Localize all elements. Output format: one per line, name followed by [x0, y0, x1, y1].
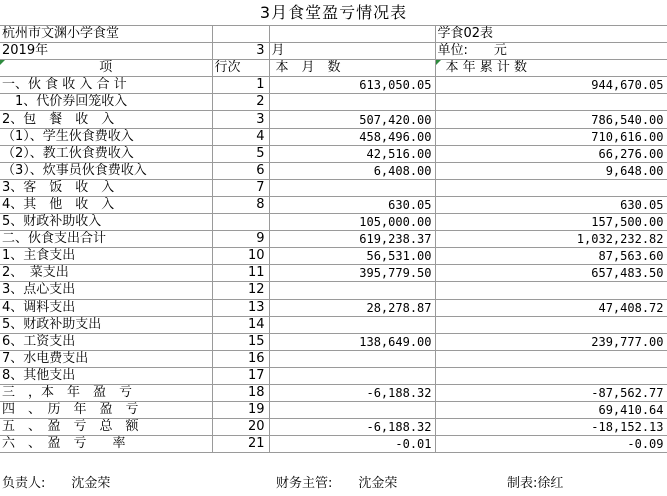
row-item[interactable]: 4、调料支出 [0, 299, 212, 316]
row-item[interactable]: 三 ，本 年 盈 亏 [0, 384, 212, 401]
row-month-value[interactable]: 613,050.05 [269, 77, 435, 94]
row-item[interactable]: （1）、学生伙食费收入 [0, 128, 212, 145]
preparer: 制表:徐红 [507, 476, 564, 491]
row-number[interactable]: 8 [212, 196, 269, 213]
row-month-value[interactable]: 28,278.87 [269, 299, 435, 316]
row-month-value[interactable]: 507,420.00 [269, 111, 435, 128]
row-number[interactable]: 17 [212, 367, 269, 384]
row-cumulative-value[interactable]: 944,670.05 [435, 77, 667, 94]
row-item[interactable]: （3）、炊事员伙食费收入 [0, 162, 212, 179]
table-row [0, 402, 667, 419]
row-cumulative-value[interactable] [435, 367, 667, 384]
row-item[interactable]: 一、伙 食 收 入 合 计 [0, 77, 212, 94]
table-row [0, 316, 667, 333]
table-row [0, 231, 667, 248]
unit-label: 单位: [437, 43, 468, 59]
row-month-value[interactable]: 42,516.00 [269, 145, 435, 162]
table-row [0, 248, 667, 265]
column-header-row [0, 60, 667, 77]
row-item[interactable]: 五 、 盈 亏 总 额 [0, 419, 212, 436]
row-cumulative-value[interactable]: 1,032,232.82 [435, 231, 667, 248]
table-row [0, 128, 667, 145]
header-row-org [0, 26, 667, 43]
row-month-value[interactable]: 630.05 [269, 196, 435, 213]
unit-value: 元 [493, 43, 507, 59]
row-month-value[interactable]: 619,238.37 [269, 231, 435, 248]
year-cell[interactable]: 2019年 [0, 43, 212, 60]
row-item[interactable]: 5、财政补助支出 [0, 316, 212, 333]
page-title: 3月食堂盈亏情况表 [259, 3, 408, 22]
row-cumulative-value[interactable]: -18,152.13 [435, 419, 667, 436]
signature-footer [0, 474, 667, 494]
row-cumulative-value[interactable]: -87,562.77 [435, 384, 667, 401]
row-cumulative-value[interactable]: 87,563.60 [435, 248, 667, 265]
unit-cell[interactable] [435, 43, 667, 60]
row-cumulative-value[interactable]: 630.05 [435, 196, 667, 213]
table-row [0, 214, 667, 231]
row-cumulative-value[interactable] [435, 282, 667, 299]
row-month-value[interactable] [269, 350, 435, 367]
row-month-value[interactable] [269, 94, 435, 111]
row-number[interactable]: 18 [212, 384, 269, 401]
row-number[interactable]: 10 [212, 248, 269, 265]
table-row [0, 350, 667, 367]
row-number[interactable]: 11 [212, 265, 269, 282]
row-month-value[interactable]: -0.01 [269, 436, 435, 453]
row-cumulative-value[interactable]: 66,276.00 [435, 145, 667, 162]
row-cumulative-value[interactable]: 710,616.00 [435, 128, 667, 145]
row-number[interactable]: 9 [212, 231, 269, 248]
row-month-value[interactable]: 458,496.00 [269, 128, 435, 145]
row-item[interactable]: 7、水电费支出 [0, 350, 212, 367]
row-cumulative-value[interactable] [435, 350, 667, 367]
row-item[interactable]: 六 、 盈 亏 率 [0, 436, 212, 453]
row-item[interactable]: 1、代价券回笼收入 [0, 94, 212, 111]
row-number[interactable] [212, 214, 269, 231]
row-number[interactable]: 14 [212, 316, 269, 333]
row-month-value[interactable] [269, 367, 435, 384]
row-cumulative-value[interactable] [435, 179, 667, 196]
finance-supervisor: 财务主管: 沈金荣 [276, 476, 398, 491]
row-item[interactable]: 2、 菜支出 [0, 265, 212, 282]
row-number[interactable]: 21 [212, 436, 269, 453]
report-table [0, 25, 667, 453]
row-month-value[interactable]: -6,188.32 [269, 419, 435, 436]
table-row [0, 265, 667, 282]
row-item[interactable]: 8、其他支出 [0, 367, 212, 384]
month-unit[interactable]: 月 [269, 43, 435, 60]
col-header-item[interactable]: 项 [0, 60, 212, 77]
form-number[interactable]: 学食02表 [435, 26, 667, 43]
row-number[interactable]: 20 [212, 419, 269, 436]
table-row [0, 111, 667, 128]
table-row [0, 436, 667, 453]
row-item[interactable]: 四 、 历 年 盈 亏 [0, 402, 212, 419]
table-row [0, 299, 667, 316]
row-number[interactable]: 7 [212, 179, 269, 196]
row-month-value[interactable]: 56,531.00 [269, 248, 435, 265]
table-row [0, 94, 667, 111]
row-item[interactable]: 4、其 他 收 入 [0, 196, 212, 213]
row-item[interactable]: 5、财政补助收入 [0, 214, 212, 231]
row-number[interactable]: 12 [212, 282, 269, 299]
row-item[interactable]: （2）、教工伙食费收入 [0, 145, 212, 162]
row-number[interactable]: 4 [212, 128, 269, 145]
row-item[interactable]: 3、点心支出 [0, 282, 212, 299]
table-row [0, 419, 667, 436]
header-row-date [0, 43, 667, 60]
org-name[interactable]: 杭州市文渊小学食堂 [0, 26, 212, 43]
row-month-value[interactable]: 6,408.00 [269, 162, 435, 179]
row-number[interactable]: 2 [212, 94, 269, 111]
row-number[interactable]: 1 [212, 77, 269, 94]
table-row [0, 282, 667, 299]
table-row [0, 162, 667, 179]
col-header-month[interactable]: 本 月 数 [269, 60, 435, 77]
row-cumulative-value[interactable]: 9,648.00 [435, 162, 667, 179]
month-number[interactable]: 3 [212, 43, 269, 60]
row-number[interactable]: 5 [212, 145, 269, 162]
row-month-value[interactable]: 395,779.50 [269, 265, 435, 282]
row-item[interactable]: 2、包 餐 收 入 [0, 111, 212, 128]
row-month-value[interactable]: 105,000.00 [269, 214, 435, 231]
row-number[interactable]: 16 [212, 350, 269, 367]
table-row [0, 367, 667, 384]
row-month-value[interactable] [269, 179, 435, 196]
row-cumulative-value[interactable]: 239,777.00 [435, 333, 667, 350]
row-cumulative-value[interactable] [435, 94, 667, 111]
row-item[interactable]: 二、伙食支出合计 [0, 231, 212, 248]
row-number[interactable]: 3 [212, 111, 269, 128]
row-item[interactable]: 3、客 饭 收 入 [0, 179, 212, 196]
table-row [0, 196, 667, 213]
row-cumulative-value[interactable]: -0.09 [435, 436, 667, 453]
row-month-value[interactable] [269, 402, 435, 419]
table-row [0, 333, 667, 350]
row-month-value[interactable] [269, 282, 435, 299]
row-month-value[interactable] [269, 316, 435, 333]
row-cumulative-value[interactable]: 786,540.00 [435, 111, 667, 128]
col-header-cumulative[interactable]: 本 年 累 计 数 [435, 60, 667, 77]
table-row [0, 179, 667, 196]
table-row [0, 384, 667, 401]
row-cumulative-value[interactable]: 47,408.72 [435, 299, 667, 316]
row-item[interactable]: 1、主食支出 [0, 248, 212, 265]
table-row [0, 77, 667, 94]
row-cumulative-value[interactable] [435, 316, 667, 333]
row-month-value[interactable]: -6,188.32 [269, 384, 435, 401]
row-cumulative-value[interactable]: 657,483.50 [435, 265, 667, 282]
row-number[interactable]: 15 [212, 333, 269, 350]
responsible-person: 负责人: 沈金荣 [2, 476, 111, 491]
row-number[interactable]: 6 [212, 162, 269, 179]
row-month-value[interactable]: 138,649.00 [269, 333, 435, 350]
row-number[interactable]: 13 [212, 299, 269, 316]
row-cumulative-value[interactable]: 157,500.00 [435, 214, 667, 231]
row-number[interactable]: 19 [212, 402, 269, 419]
row-cumulative-value[interactable]: 69,410.64 [435, 402, 667, 419]
col-header-rowno[interactable]: 行次 [212, 60, 269, 77]
table-row [0, 145, 667, 162]
row-item[interactable]: 6、工资支出 [0, 333, 212, 350]
